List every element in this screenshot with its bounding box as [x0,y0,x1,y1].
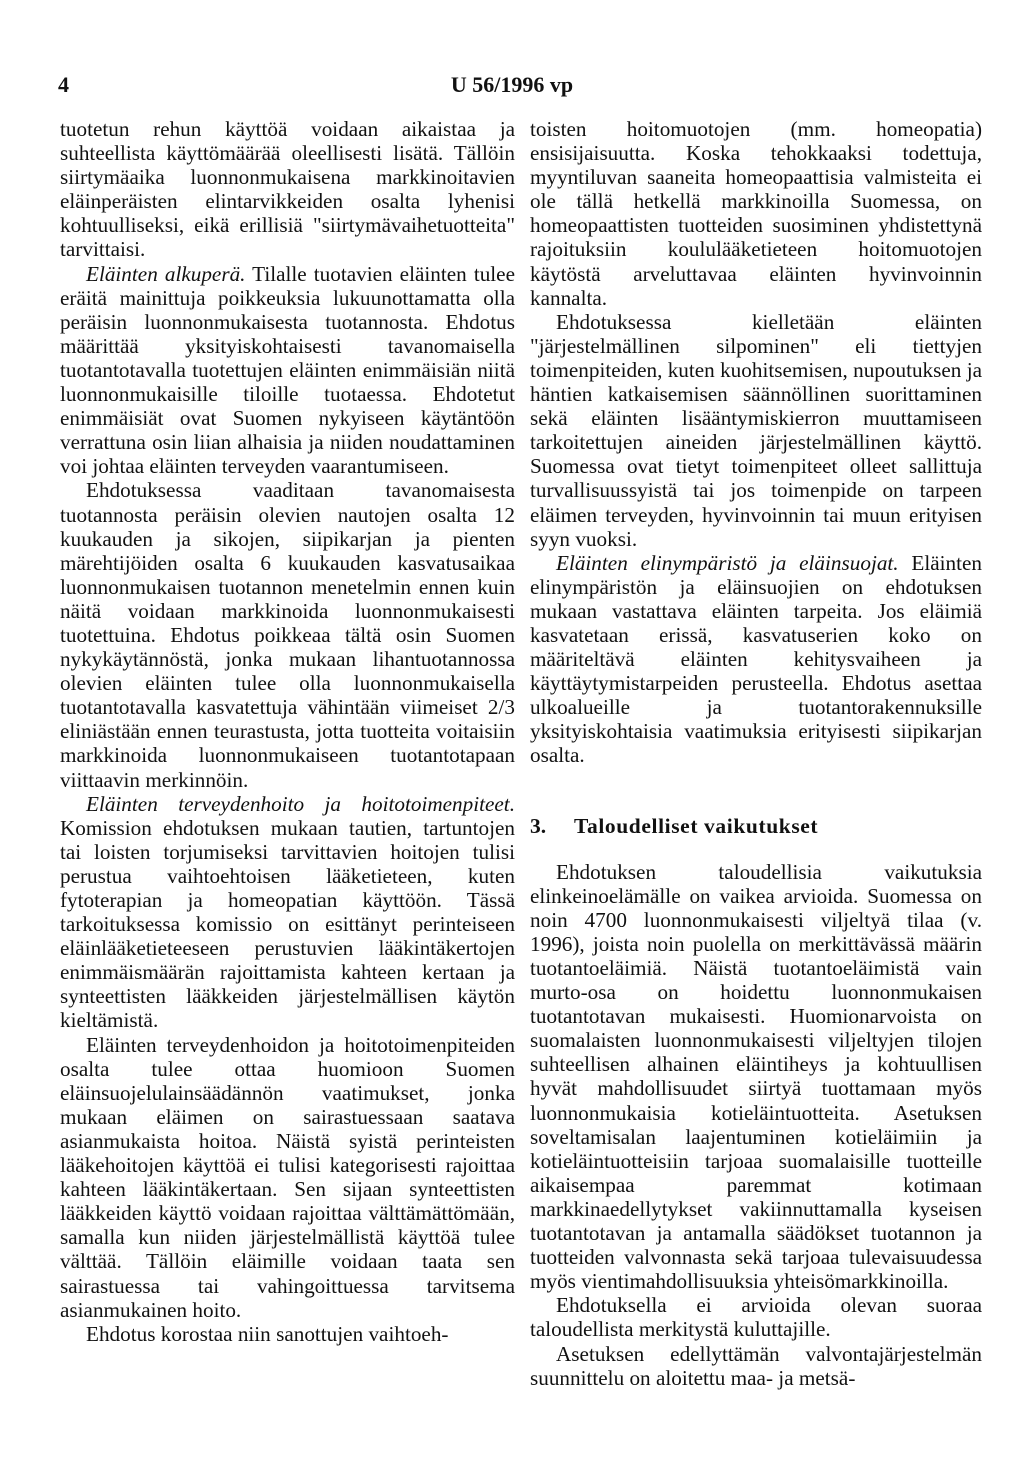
paragraph: Ehdotuksella ei arvioida olevan suoraa taloudellista merkitystä kuluttajille. [530,1293,982,1342]
subheading-animal-origin: Eläinten alkuperä. [86,261,246,286]
page-number: 4 [58,72,69,97]
subheading-living-environment: Eläinten elinympäristö ja eläinsuojat. [556,550,899,575]
paragraph-text: Tilalle tuotavien eläinten tulee eräitä mainittuja poikkeuksia lukuunottamatta olla peräisin luonnonmukaisesta tuotannosta. Ehdotus määrittää yksityiskohtaisesti tavanomaisella tuotantotavalla tuotettujen eläinten enimmäisiän niitä luonnonmukaisille tiloille tuotaessa. Ehdotetut enimmäisiät ovat Suomen nykyiseen käytäntöön verrattuna osin liian alhaisia ja niiden noudattaminen voi johtaa eläinten terveyden vaarantumiseen. [60,261,515,479]
paragraph: Eläinten terveydenhoidon ja hoitotoimenpiteiden osalta tulee ottaa huomioon Suomen eläinsuojelulainsäädännön vaatimukset, jonka mukaan eläimen on sairastuessaan saatava asianmukaista hoitoa. Näistä syistä perinteisten lääkehoitojen käyttöä ei tulisi kategorisesti rajoittaa kahteen lääkintäkertaan. Sen sijaan synteettisten lääkkeiden käyttö voidaan rajoittaa välttämättömään, samalla kun niiden järjestelmällistä käyttöä tulee välttää. Tällöin eläimille voidaan taata sen sairastuessa tai vahingoittuessa tarvitsema asianmukainen hoito. [60,1032,515,1322]
paragraph-text: Komission ehdotuksen mukaan tautien, tartuntojen tai loisten torjumiseksi tarvittavien hoitojen tulisi perustua vaihtoehtoisen lääketieteen, kuten fytoterapian ja homeopatian käyttöön. Tässä tarkoituksessa komissio on esittänyt perinteiseen eläinlääketieteeseen perustuvien lääkintäkertojen enimmäismäärän rajoittamista kahteen kertaan ja synteettisten lääkkeiden järjestelmällisen käytön kieltämistä. [60,815,515,1033]
section-heading [530,814,982,838]
paragraph-animal-origin [60,262,515,479]
paragraph: Ehdotus korostaa niin sanottujen vaihtoeh- [86,1321,449,1346]
right-column [530,117,982,1390]
paragraph-living-environment [530,551,982,768]
paragraph: Ehdotuksen taloudellisia vaikutuksia elinkeinoelämälle on vaikea arvioida. Suomessa on noin 4700 luonnonmukaisesti viljeltyä tilaa (v. 1996), joista noin puolella on merkittävässä määrin tuotantoeläimiä. Näistä tuotantoeläimistä vain murto-osa on hoidettu luonnonmukaisen tuotantotavan mukaisesti. Huomionarvoista on suomalaisten luonnonmukaisesti viljeltyjen tilojen suhteellisen alhainen eläintiheys ja kohtuullisen hyvät mahdollisuudet siirtyä tuottamaan myös luonnonmukaisia kotieläintuotteita. Asetuksen soveltamisalan laajentuminen kotieläimiin ja kotieläintuotteisiin tarjoaa suomalaisille tuotteille aikaisempaa paremmat kotimaan markkinaedellytykset vakiinnuttamalla kyseisen tuotantotavan ja antamalla säädökset tuotannon ja tuotteiden valvonnasta sekä tarjoaa tulevaisuudessa myös vientimahdollisuuksia yhteisömarkkinoilla. [530,859,982,1294]
paragraph-text: Eläinten elinympäristön ja eläinsuojien on ehdotuksen mukaan vastattava eläinten tarpeita. Jos eläimiä kasvatetaan erissä, kasvatuserien koko on määriteltävä eläinten kehitysvaiheen ja käyttäytymistarpeiden perusteella. Ehdotus asettaa ulkoalueille ja tuotantorakennuksille yksityiskohtaisia vaatimuksia erityisesti siipikarjan osalta. [530,550,982,768]
paragraph: Ehdotuksessa kielletään eläinten "järjestelmällinen silpominen" eli tiettyjen toimenpiteiden, kuten kuohitsemisen, nupoutuksen ja häntien katkaisemisen säännöllinen suorittaminen sekä eläinten lisääntymiskierron muuttamiseen tarkoitettujen aineiden järjestelmällinen käyttö. Suomessa ovat tietyt toimenpiteet olleet sallittuja turvallisuussyistä tai jos toimenpide on tarpeen eläimen terveyden, hyvinvoinnin tai muun erityisen syyn vuoksi. [530,309,982,551]
document-id: U 56/1996 vp [450,72,574,97]
left-column [60,117,515,1346]
paragraph: Ehdotuksessa vaaditaan tavanomaisesta tuotannosta peräisin olevien nautojen osalta 12 kuukauden ja sikojen, siipikarjan ja pienten märehtijöiden osalta 6 kuukauden kasvatusaikaa luonnonmukaisen tuotannon menetelmin ennen kuin näitä voidaan markkinoida luonnonmukaisesti tuotettuina. Ehdotus poikkeaa tältä osin Suomen nykykäytännöstä, jonka mukaan lihantuotannossa olevien eläinten tulee olla luonnonmukaisella tuotantotavalla kasvatettuja vähintään viimeiset 2/3 eliniästään ennen teurastusta, jotta tuotteita voitaisiin markkinoida luonnonmukaiseen tuotantotapaan viittaavin merkinnöin. [60,478,515,792]
section-title: Taloudelliset vaikutukset [574,813,819,838]
subheading-animal-health: Eläinten terveydenhoito ja hoitotoimenpiteet. [86,791,515,816]
paragraph: tuotetun rehun käyttöä voidaan aikaistaa ja suhteellista käyttömäärää oleellisesti lisätä. Tällöin siirtymäaika luonnonmukaisena markkinoitavien eläinperäisten elintarvikkeiden osalta lyhenisi kohtuulliseksi, eikä erillisiä "siirtymävaihetuotteita" tarvittaisi. [60,117,515,262]
paragraph: Asetuksen edellyttämän valvontajärjestelmän suunnittelu on aloitettu maa- ja metsä- [530,1341,982,1390]
paragraph: toisten hoitomuotojen (mm. homeopatia) ensisijaisuutta. Koska tehokkaaksi todettuja, myyntiluvan saaneita homeopaattisia valmisteita ei ole tällä hetkellä markkinoilla Suomessa, on homeopaattisten tuotteiden suosiminen yhdistettynä rajoituksiin koululääketieteen hoitomuotojen käytöstä arveluttavaa eläinten hyvinvoinnin kannalta. [530,117,982,310]
page-header [0,72,1024,102]
section-number: 3. [530,813,547,838]
paragraph-animal-health [60,792,515,1033]
